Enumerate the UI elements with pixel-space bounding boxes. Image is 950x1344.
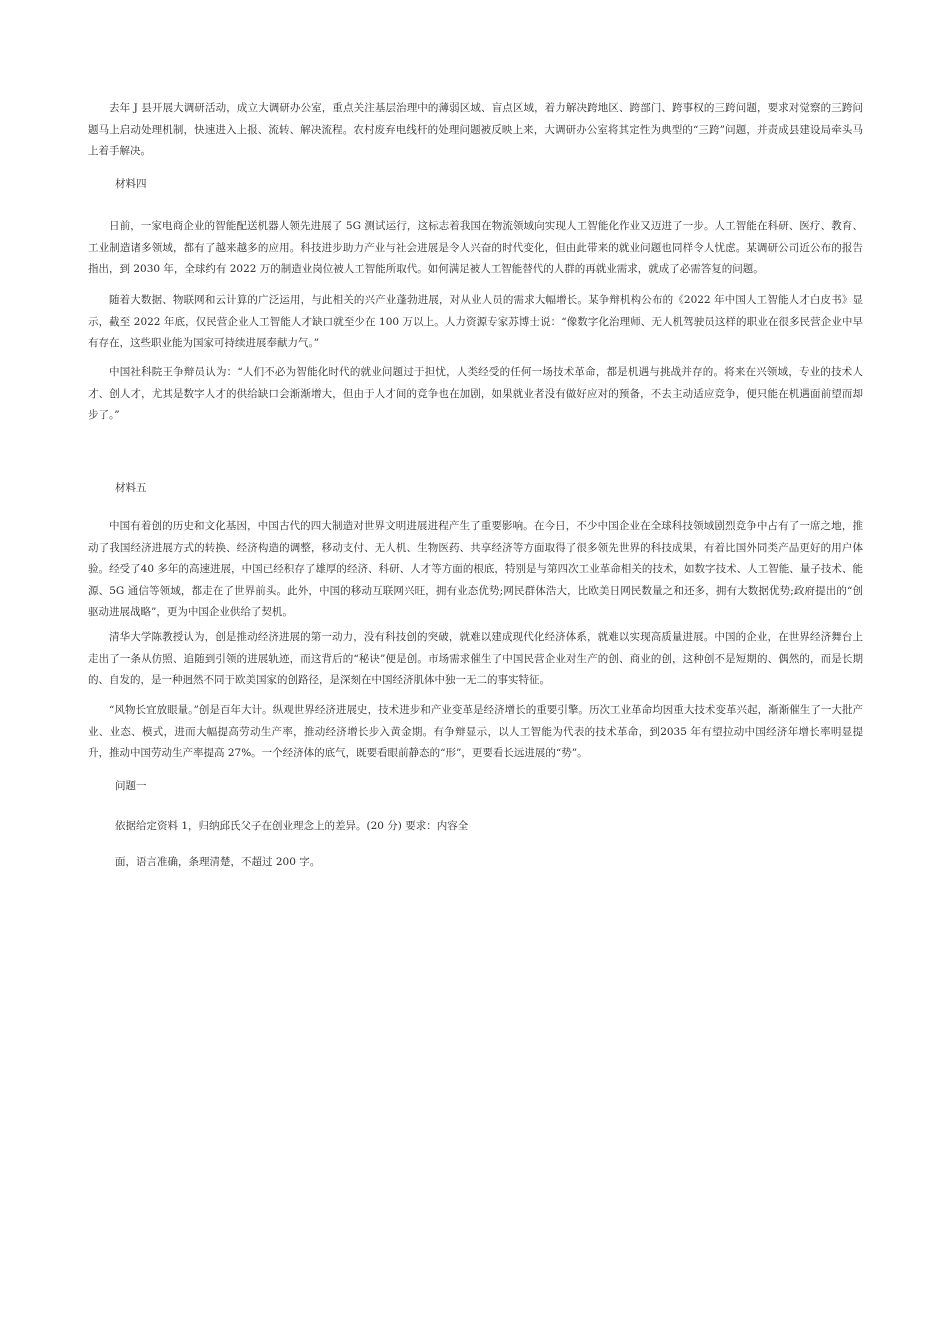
paragraph-ai-delivery: 日前，一家电商企业的智能配送机器人领先进展了 5G 测试运行，这标志着我国在物流领域向实现人工智能化作业又迈进了一步。人工智能在科研、医疗、教育、工业制造诸多领域，都有了越来越多的应用。科技进步助力产业与社会进展是令人兴奋的时代变化，但由此带来的就业问题也同样令人忧虑。某调研公司近公布的报告指出，到 2030 年，全球约有 2022 万的制造业岗位被人工智能所取代。如何满足被人工智能替代的人群的再就业需求，就成了必需答复的问题。: [88, 220, 863, 276]
paragraph-innovation-history: 中国有着创的历史和文化基因，中国古代的四大制造对世界文明进展进程产生了重要影响。在今日，不少中国企业在全球科技领域剧烈竞争中占有了一席之地，推动了我国经济进展方式的转换、经济构造的调整，移动支付、无人机、生物医药、共享经济等方面取得了很多领先世界的科技成果，有着比国外同类产品更好的用户体验。经受了40 多年的高速进展，中国已经积存了雄厚的经济、科研、人才等方面的根底，特别是与第四次工业革命相关的技术，如数字技术、人工智能、量子技术、能源、5G 通信等领域，都走在了世界前头。此外，中国的移动互联网兴旺，拥有业态优势;网民群体浩大，比欧美日网民数量之和还多，拥有大数据优势;政府提出的“创驱动进展战略”，更为中国企业供给了契机。: [88, 520, 863, 619]
heading-material-5: 材料五: [115, 482, 147, 494]
heading-question-1: 问题一: [115, 780, 147, 792]
paragraph-tsinghua-view: 清华大学陈教授认为，创是推动经济进展的第一动力，没有科技创的突破，就难以建成现代化经济体系，就难以实现高质量进展。中国的企业，在世界经济舞台上走出了一条从仿照、追随到引领的进展轨迹，而这背后的“秘诀”便是创。市场需求催生了中国民营企业对生产的创、商业的创，这种创不是短期的、偶然的，而是长期的、自发的，是一种迥然不同于欧美国家的创路径，是深刻在中国经济肌体中独一无二的事实特征。: [88, 631, 863, 687]
paragraph-county-survey: 去年 J 县开展大调研活动，成立大调研办公室，重点关注基层治理中的薄弱区域、盲点区域，着力解决跨地区、跨部门、跨事权的三跨问题，要求对觉察的三跨问题马上启动处理机制，快速进入上报、流转、解决流程。农村废弃电线杆的处理问题被反映上来，大调研办公室将其定性为典型的“三跨”问题，并责成县建设局牵头马上着手解决。: [88, 102, 863, 158]
paragraph-big-data: 随着大数据、物联网和云计算的广泛运用，与此相关的兴产业蓬勃进展，对从业人员的需求大幅增长。某争辩机构公布的《2022 年中国人工智能人才白皮书》显示，截至 2022 年底，仅民营企业人工智能人才缺口就至少在 100 万以上。人力资源专家苏博士说：“像数字化治理师、无人机驾驶员这样的职业在很多民营企业中早有存在，这些职业能为国家可持续进展奉献力气。”: [88, 294, 863, 350]
question-text-line1: 依据给定资料 1，归纳邱氏父子在创业理念上的差异。(20 分) 要求：内容全: [115, 820, 469, 832]
question-text-line2: 面，语言准确，条理清楚，不超过 200 字。: [115, 856, 321, 868]
heading-material-4: 材料四: [115, 178, 147, 190]
paragraph-cass-view: 中国社科院王争辩员认为：“人们不必为智能化时代的就业问题过于担忧，人类经受的任何一场技术革命，都是机遇与挑战并存的。将来在兴领域，专业的技术人才、创人才，尤其是数字人才的供给缺口会渐渐增大，但由于人才间的竞争也在加剧，如果就业者没有做好应对的预备，不去主动适应竞争，便只能在机遇面前望而却步了。”: [88, 366, 863, 422]
paragraph-long-term: “风物长宜放眼量。”创是百年大计。纵观世界经济进展史，技术进步和产业变革是经济增长的重要引擎。历次工业革命均因重大技术变革兴起，渐渐催生了一大批产业、业态、模式，进而大幅提高劳动生产率，推动经济增长步入黄金期。有争辩显示，以人工智能为代表的技术革命，到2035 年有望拉动中国经济年增长率明显提升，推动中国劳动生产率提高 27%。一个经济体的底气，既要看眼前静态的“形”，更要看长远进展的“势”。: [88, 704, 863, 760]
